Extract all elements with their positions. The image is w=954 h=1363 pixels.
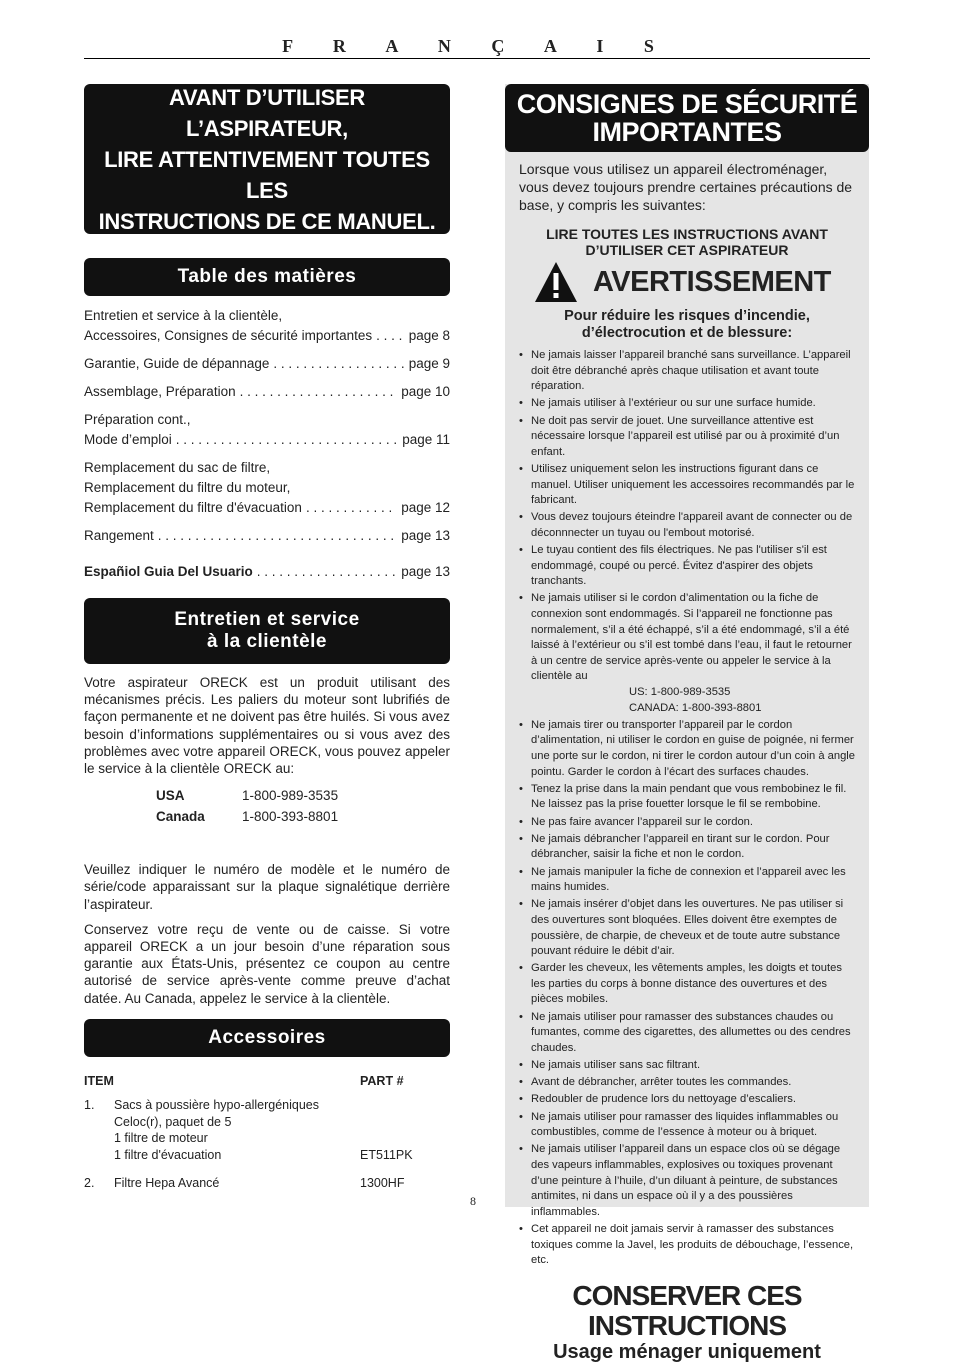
bullet-icon: • (519, 782, 523, 795)
toc-entry-main (84, 526, 450, 546)
page-number: 8 (470, 1194, 476, 1208)
table-of-contents (84, 306, 450, 546)
toc-entry-label: Rangement (84, 528, 154, 543)
household-use-notice: Usage ménager uniquement (553, 1340, 821, 1363)
phone-row (156, 806, 450, 827)
toc-entry-page: page 10 (401, 384, 450, 399)
bullet-icon: • (519, 1110, 523, 1123)
toc-entry-main (84, 498, 450, 518)
intro-banner-line: AVANT D’UTILISER L’ASPIRATEUR, (168, 84, 366, 141)
toc-entry[interactable] (84, 526, 450, 546)
safety-banner-line: IMPORTANTES (592, 117, 782, 147)
toc-entry-label: Accessoires, Consignes de sécurité importantes (84, 328, 373, 343)
bullet-icon: • (519, 1010, 523, 1023)
bullet-icon: • (519, 462, 523, 475)
safety-rule (519, 1010, 859, 1057)
safety-banner (505, 84, 869, 152)
accessory-description (114, 1175, 360, 1192)
service-title-line: Entretien et service (174, 609, 360, 630)
safety-rule-text: Cet appareil ne doit jamais servir à ramasser des substances toxiques comme la Javel, les produits de débouchage, l’essence, etc. (531, 1222, 854, 1267)
bullet-icon: • (519, 1093, 523, 1106)
safety-rule-text: Avant de débrancher, arrêter toutes les commandes. (531, 1076, 792, 1089)
bullet-icon: • (519, 832, 523, 845)
bullet-icon: • (519, 815, 523, 828)
toc-entry-page: page 12 (401, 500, 450, 515)
accessory-line: Filtre Hepa Avancé (114, 1176, 220, 1191)
safety-rule (519, 1142, 859, 1220)
safety-rules-list (505, 348, 869, 1269)
toc-entry[interactable] (84, 410, 450, 450)
left-column (84, 84, 450, 1204)
accessory-number: 2. (84, 1176, 95, 1191)
safety-rule (519, 348, 859, 395)
toc-spanish-label: Españiol Guia Del Usuario (84, 564, 253, 579)
keep-instructions: CONSERVER CES INSTRUCTIONS (572, 1279, 802, 1341)
safety-intro: Lorsque vous utilisez un appareil électroménager, vous devez toujours prendre certaines précautions de base, y compris les suivantes: (519, 161, 853, 213)
accessory-part-number: ET511PK (360, 1147, 413, 1162)
safety-rule (519, 510, 859, 541)
service-phone: US: 1-800-989-3535 (629, 686, 731, 699)
safety-rule-text: Ne jamais manipuler la fiche de connexion et l’appareil avec les mains humides. (531, 865, 846, 894)
safety-rule-text: Ne jamais tirer ou transporter l’appareil par le cordon d’alimentation, ni utiliser le cordon en guise de poignée, ni fermer une porte sur le cordon, ni tirer le cordon autour d’un coin à angle pointu. Garder le cordon à l’écart des surfaces chaudes. (531, 718, 856, 778)
bullet-icon: • (519, 1143, 523, 1156)
toc-entry-main (84, 430, 450, 450)
accessories-heading (84, 1019, 450, 1057)
risk-reduction-heading (505, 308, 869, 342)
accessory-line: Sacs à poussière hypo-allergéniques (114, 1098, 319, 1113)
toc-entry-main (84, 326, 450, 346)
toc-entry-page: page 13 (401, 528, 450, 543)
bullet-icon: • (519, 898, 523, 911)
bullet-icon: • (519, 1059, 523, 1072)
safety-rule (519, 396, 859, 412)
safety-rule-text: Garder les cheveux, les vêtements amples, les doigts et toutes les parties du corps à bonne distance des ouvertures et des pièces mobiles. (531, 962, 842, 1006)
toc-spanish-entry[interactable] (84, 562, 450, 582)
toc-entry-label: Garantie, Guide de dépannage (84, 356, 270, 371)
safety-rule (519, 591, 859, 716)
accessory-row (84, 1097, 450, 1163)
bullet-icon: • (519, 397, 523, 410)
service-paragraph: Veuillez indiquer le numéro de modèle et le numéro de série/code apparaissant sur la plaque signalétique derrière l’aspirateur. (84, 862, 450, 912)
language-header: F R A N Ç A I S (282, 36, 672, 56)
bullet-icon: • (519, 865, 523, 878)
safety-rule-text: Ne jamais utiliser sans sac filtrant. (531, 1059, 701, 1072)
safety-rule-text: Ne doit pas servir de jouet. Une surveillance attentive est nécessaire lorsque l’appareil est utilisé par ou à proximité d’un enfant. (531, 414, 840, 458)
service-paragraph: Conservez votre reçu de vente ou de caisse. Si votre appareil ORECK a un jour besoin d’une réparation sous garantie aux États-Unis, présentez ce coupon au centre autorisé de service après-vente comme preuve d’achat datée. Au Canada, appelez le service à la clientèle. (84, 921, 450, 1006)
safety-rule-text: Ne jamais utiliser l’appareil dans un espace clos où se dégage des vapeurs inflammables, explosives ou toxiques provenant d’une peinture à l’huile, d’un diluant à peinture, de substances antimites, ni dans un espace où il y a des poussières inflammables. (531, 1143, 841, 1218)
warning-heading (505, 260, 869, 304)
toc-heading (84, 258, 450, 296)
accessory-line: 1 filtre d'évacuation (114, 1147, 222, 1162)
service-heading (84, 598, 450, 664)
safety-rule-text: Ne jamais utiliser à l’extérieur ou sur une surface humide. (531, 397, 816, 410)
accessory-row (84, 1175, 450, 1192)
safety-rule (519, 462, 859, 509)
safety-rule-text: Ne pas faire avancer l’appareil sur le cordon. (531, 815, 754, 828)
safety-rule-text: Le tuyau contient des fils électriques. Ne pas l'utiliser s'il est endommagé, coupé ou percé. Évitez d'aspirer des objets tranchants. (531, 544, 827, 588)
safety-rule (519, 865, 859, 896)
safety-rule-text: Ne jamais insérer d’objet dans les ouvertures. Ne pas utiliser si des ouvertures sont bloquées. Elles doivent être exemptes de poussière, de charpie, de cheveux et de toute autre substance pouvant réduire le débit d’air. (531, 898, 844, 958)
toc-entry-page: page 8 (408, 328, 450, 343)
intro-banner (84, 84, 450, 234)
bullet-icon: • (519, 414, 523, 427)
toc-entry-label: Assemblage, Préparation (84, 384, 236, 399)
toc-entry-line: Préparation cont., (84, 412, 191, 427)
read-all-line: D’UTILISER CET ASPIRATEUR (585, 242, 789, 258)
col-item-header: ITEM (84, 1073, 114, 1088)
safety-rule (519, 832, 859, 863)
safety-rule (519, 815, 859, 831)
toc-entry-main (84, 354, 450, 374)
risk-line: Pour réduire les risques d’incendie, (564, 308, 810, 324)
col-part-header: PART # (360, 1073, 404, 1088)
safety-rule (519, 1058, 859, 1074)
service-phone-list (156, 785, 450, 827)
accessory-description (114, 1097, 360, 1163)
accessories-header-row (84, 1073, 450, 1090)
phone-number: 1-800-989-3535 (242, 788, 339, 804)
safety-banner-line: CONSIGNES DE SÉCURITÉ (516, 89, 858, 119)
safety-rule (519, 1075, 859, 1091)
accessory-part-number: 1300HF (360, 1176, 405, 1191)
read-all-notice (505, 226, 869, 258)
toc-entry-line: Entretien et service à la clientèle, (84, 308, 283, 323)
safety-rule (519, 1222, 859, 1269)
safety-rule-text: Ne jamais laisser l’appareil branché sans surveillance. L’appareil doit être débranché après chaque utilisation et avant toute réparation. (531, 349, 851, 393)
safety-rule-text: Ne jamais utiliser si le cordon d’alimentation ou la fiche de connexion sont endommagés. Si l’appareil ne fonctionne pas normalement, s’il a été échappé, s’il a été endommagé, s’il a été laissé à l’extérieur ou s’il est tombé dans l’eau, il faut le retourner à un centre de service après-vente ou appeler le service à la clientèle au (531, 592, 852, 683)
toc-entry-page: page 11 (402, 432, 450, 447)
bullet-icon: • (519, 349, 523, 361)
safety-rule-text: Ne jamais utiliser pour ramasser des liquides inflammables ou combustibles, comme de l’essence à moteur ou à briquet. (531, 1110, 839, 1139)
bullet-icon: • (519, 592, 523, 605)
safety-rule-text: Tenez la prise dans la main pendant que vous rembobinez le fil. Ne laissez pas la prise fouetter lorsque le fil se rembobine. (531, 782, 847, 811)
toc-entry[interactable] (84, 458, 450, 518)
service-title-line: à la clientèle (206, 631, 327, 652)
safety-rule (519, 961, 859, 1008)
toc-entry-main (84, 382, 450, 402)
risk-line: d’électrocution et de blessure: (581, 325, 793, 341)
toc-entry-label: Mode d’emploi (84, 432, 172, 447)
bullet-icon: • (519, 544, 523, 557)
accessories-table (84, 1073, 450, 1192)
bullet-icon: • (519, 1222, 523, 1235)
toc-entry-page: page 9 (408, 356, 450, 371)
warning-triangle-icon (533, 260, 579, 304)
service-paragraph: Votre aspirateur ORECK est un produit utilisant des mécanismes précis. Les paliers du moteur sont lubrifiés de façon permanente et ne doivent pas être huilés. Si vous avez besoin d’informations supplémentaires ou si vous avez des problèmes avec votre appareil ORECK, vous pouvez appeler le service à la clientèle ORECK au: (84, 675, 450, 777)
safety-rule (519, 414, 859, 461)
phone-country: Canada (156, 809, 205, 825)
accessory-line: 1 filtre de moteur (114, 1131, 208, 1146)
safety-rule (519, 1110, 859, 1141)
phone-number: 1-800-393-8801 (242, 809, 339, 825)
phone-country: USA (156, 788, 185, 804)
toc-entry[interactable] (84, 354, 450, 374)
safety-rule-text: Redoubler de prudence lors du nettoyage d’escaliers. (531, 1093, 796, 1106)
accessories-rows (84, 1097, 450, 1192)
bullet-icon: • (519, 511, 523, 524)
service-phone: CANADA: 1-800-393-8801 (629, 701, 762, 714)
safety-rule-text: Ne jamais utiliser pour ramasser des substances chaudes ou fumantes, comme des cigarettes, des allumettes ou des cendres chaudes. (531, 1010, 851, 1054)
accessories-title: Accessoires (208, 1026, 326, 1048)
safety-rule-text: Utilisez uniquement selon les instructions figurant dans ce manuel. Utiliser uniquement les accessoires recommandés par le fabricant. (531, 462, 855, 507)
safety-rule (519, 782, 859, 813)
intro-banner-line: LIRE ATTENTIVEMENT TOUTES LES (104, 146, 430, 203)
accessory-number: 1. (84, 1098, 95, 1113)
safety-rule (519, 543, 859, 590)
intro-banner-line: INSTRUCTIONS DE CE MANUEL. (98, 208, 436, 234)
phone-row (156, 785, 450, 806)
toc-title: Table des matières (177, 266, 357, 287)
warning-title: AVERTISSEMENT (593, 265, 831, 298)
header-rule (84, 58, 870, 59)
read-all-line: LIRE TOUTES LES INSTRUCTIONS AVANT (546, 226, 828, 242)
toc-entry-label: Remplacement du filtre d'évacuation (84, 500, 302, 515)
safety-rule (519, 718, 859, 780)
toc-entry-line: Remplacement du filtre du moteur, (84, 480, 291, 495)
toc-entry[interactable] (84, 306, 450, 346)
bullet-icon: • (519, 962, 523, 975)
toc-spanish-page: page 13 (401, 564, 450, 579)
right-column (505, 84, 869, 1363)
bullet-icon: • (519, 1076, 523, 1089)
safety-rule-text: Ne jamais débrancher l’appareil en tirant sur le cordon. Pour débrancher, saisir la fiche et non le cordon. (531, 832, 830, 861)
safety-rule-text: Vous devez toujours éteindre l'appareil avant de connecter ou de déconnnecter un tuyau ou l'embout motorisé. (531, 511, 853, 539)
toc-entry[interactable] (84, 382, 450, 402)
safety-rule (519, 1092, 859, 1108)
bullet-icon: • (519, 718, 523, 731)
toc-entry-line: Remplacement du sac de filtre, (84, 460, 271, 475)
accessory-line: Celoc(r), paquet de 5 (114, 1114, 232, 1129)
safety-rule (519, 897, 859, 959)
